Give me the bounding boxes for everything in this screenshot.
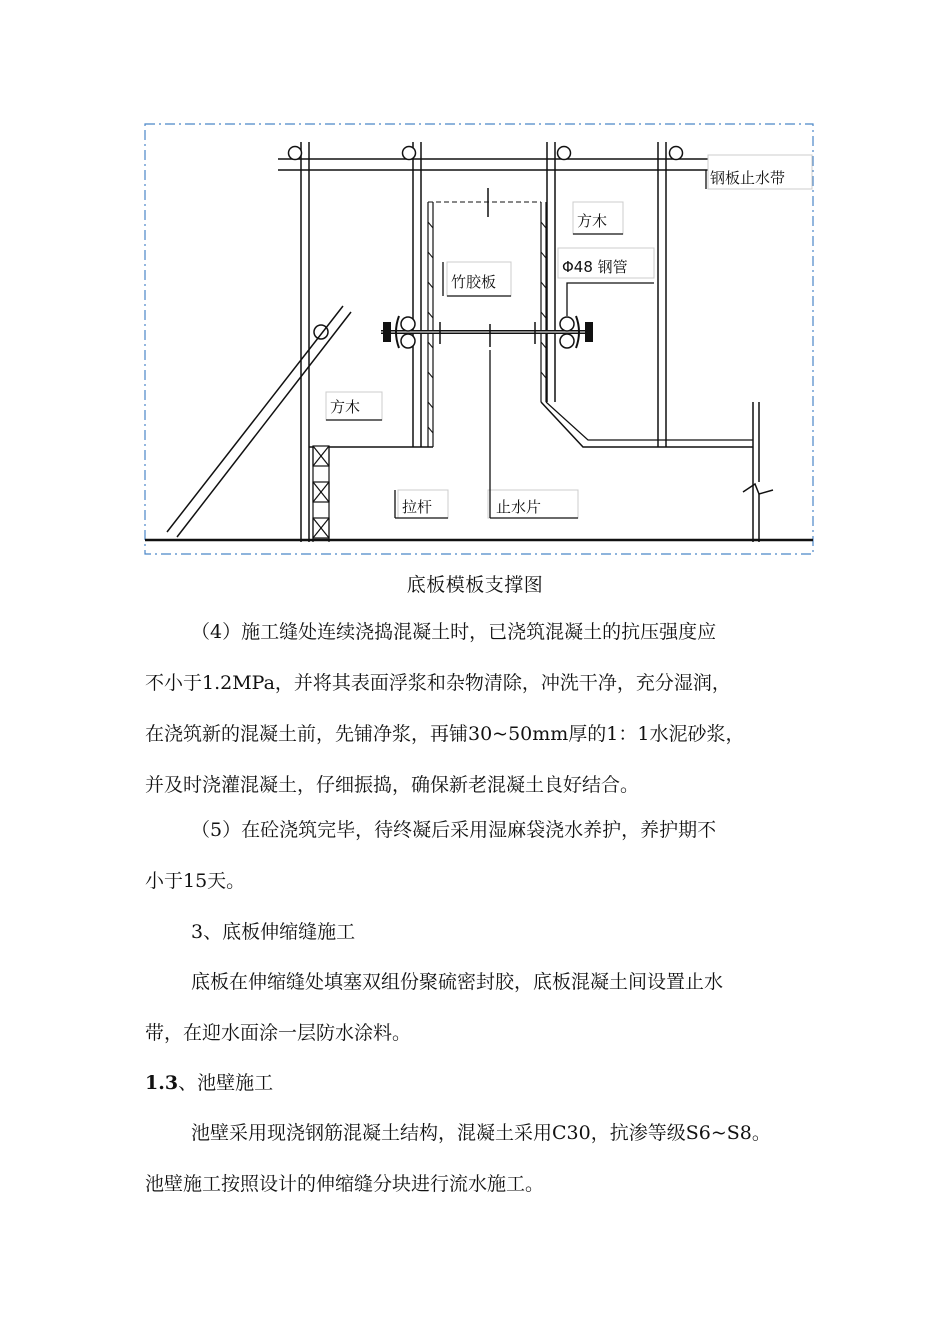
paragraph-pool-wall: [145, 1108, 810, 1210]
text-line: 带，在迎水面涂一层防水涂料。: [145, 1022, 412, 1044]
section-heading-3: [145, 907, 810, 958]
paragraph-5: [145, 805, 810, 907]
text-line: 池壁采用现浇钢筋混凝土结构，混凝土采用C30，抗渗等级S6~S8。: [191, 1122, 771, 1144]
paragraph-expansion-joint: [145, 957, 810, 1059]
section-number: 1.3: [145, 1072, 179, 1094]
text-line: 不小于1.2MPa，并将其表面浮浆和杂物清除，冲洗干净，充分湿润，: [145, 672, 731, 694]
label-tie-rod: 拉杆: [402, 498, 433, 516]
timber-stack: [313, 446, 329, 542]
label-water-stop-plate: 止水片: [496, 498, 542, 516]
text-line: 小于15天。: [145, 870, 246, 892]
section-title: 、池壁施工: [178, 1072, 274, 1094]
paragraph-4: [145, 607, 810, 811]
text-line: 池壁施工按照设计的伸缩缝分块进行流水施工。: [145, 1173, 545, 1195]
label-bamboo-plywood: 竹胶板: [451, 273, 497, 291]
text-line: 并及时浇灌混凝土，仔细振捣，确保新老混凝土良好结合。: [145, 774, 640, 796]
figure-caption: 底板模板支撑图: [406, 574, 544, 596]
text-line: 底板在伸缩缝处填塞双组份聚硫密封胶，底板混凝土间设置止水: [191, 971, 724, 993]
text-line: （5）在砼浇筑完毕，待终凝后采用湿麻袋浇水养护，养护期不: [191, 819, 717, 841]
formwork-support-diagram: [143, 122, 815, 556]
label-steel-pipe: Φ48 钢管: [562, 258, 628, 276]
label-steel-waterstop: 钢板止水带: [710, 169, 786, 187]
text-line: （4）施工缝处连续浇捣混凝土时，已浇筑混凝土的抗压强度应: [191, 621, 717, 643]
label-square-timber-top: 方木: [577, 212, 608, 230]
label-square-timber-left: 方木: [330, 398, 361, 416]
text-line: 在浇筑新的混凝土前，先铺净浆，再铺30~50mm厚的1：1水泥砂浆，: [145, 723, 745, 745]
text-line: 3、底板伸缩缝施工: [191, 921, 356, 943]
clamp-circles: [289, 147, 683, 340]
plywood-forms: [428, 202, 546, 447]
plywood-hatch: [428, 222, 546, 433]
section-heading-1-3: [145, 1058, 810, 1109]
